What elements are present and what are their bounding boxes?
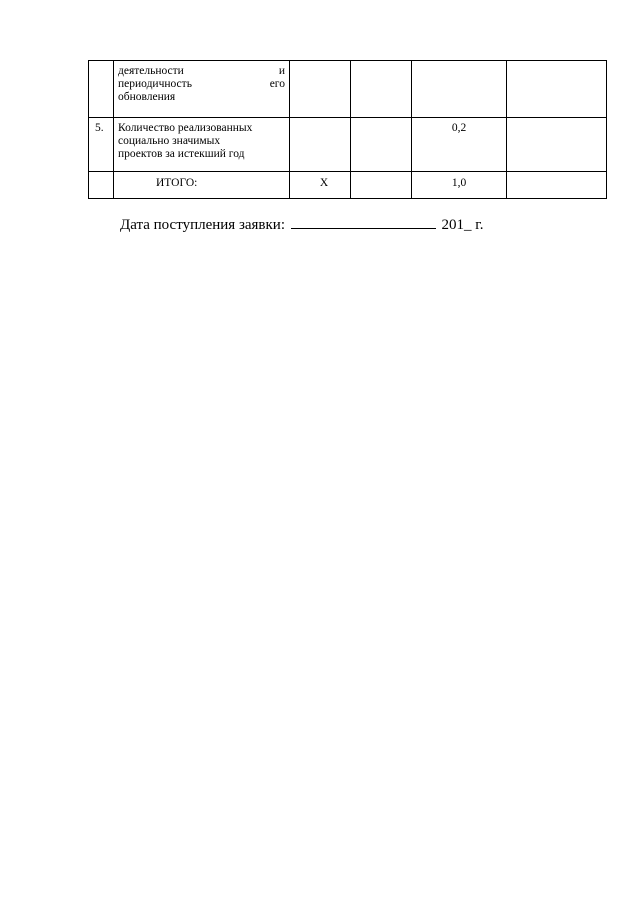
criterion-line bbox=[118, 65, 285, 78]
total-col-a-cell: Х bbox=[290, 172, 351, 199]
criterion-line: проектов за истекший год bbox=[118, 148, 245, 160]
row-number-cell bbox=[89, 172, 114, 199]
weight-cell: 0,2 bbox=[412, 118, 507, 172]
criterion-line: Количество реализованных bbox=[118, 122, 253, 134]
criterion-line: социально значимых bbox=[118, 135, 221, 147]
submission-date-blank[interactable] bbox=[291, 214, 436, 229]
submission-date-suffix: 201_ г. bbox=[441, 217, 484, 233]
criterion-name-cell bbox=[114, 118, 290, 172]
total-col-b-cell bbox=[351, 172, 412, 199]
criterion-text: его bbox=[269, 78, 285, 90]
criterion-name-cell bbox=[114, 61, 290, 118]
criterion-text: обновления bbox=[118, 91, 176, 103]
total-last-cell bbox=[507, 172, 607, 199]
weight-cell bbox=[412, 61, 507, 118]
col-b-cell bbox=[351, 118, 412, 172]
table-row-5 bbox=[89, 118, 607, 172]
criterion-text: периодичность bbox=[118, 78, 192, 90]
criteria-table bbox=[88, 60, 607, 199]
criterion-line bbox=[118, 78, 285, 91]
submission-date-label: Дата поступления заявки: bbox=[120, 217, 285, 233]
row-number-cell bbox=[89, 61, 114, 118]
col-a-cell bbox=[290, 61, 351, 118]
criterion-text: и bbox=[278, 65, 285, 77]
table-row-continuation bbox=[89, 61, 607, 118]
table-row-total bbox=[89, 172, 607, 199]
row-number-cell: 5. bbox=[89, 118, 114, 172]
submission-date-line bbox=[120, 214, 483, 234]
col-b-cell bbox=[351, 61, 412, 118]
last-cell bbox=[507, 61, 607, 118]
criterion-text: деятельности bbox=[118, 65, 184, 77]
last-cell bbox=[507, 118, 607, 172]
total-label: ИТОГО: bbox=[114, 172, 290, 199]
criterion-line bbox=[118, 91, 285, 104]
col-a-cell bbox=[290, 118, 351, 172]
total-weight-cell: 1,0 bbox=[412, 172, 507, 199]
